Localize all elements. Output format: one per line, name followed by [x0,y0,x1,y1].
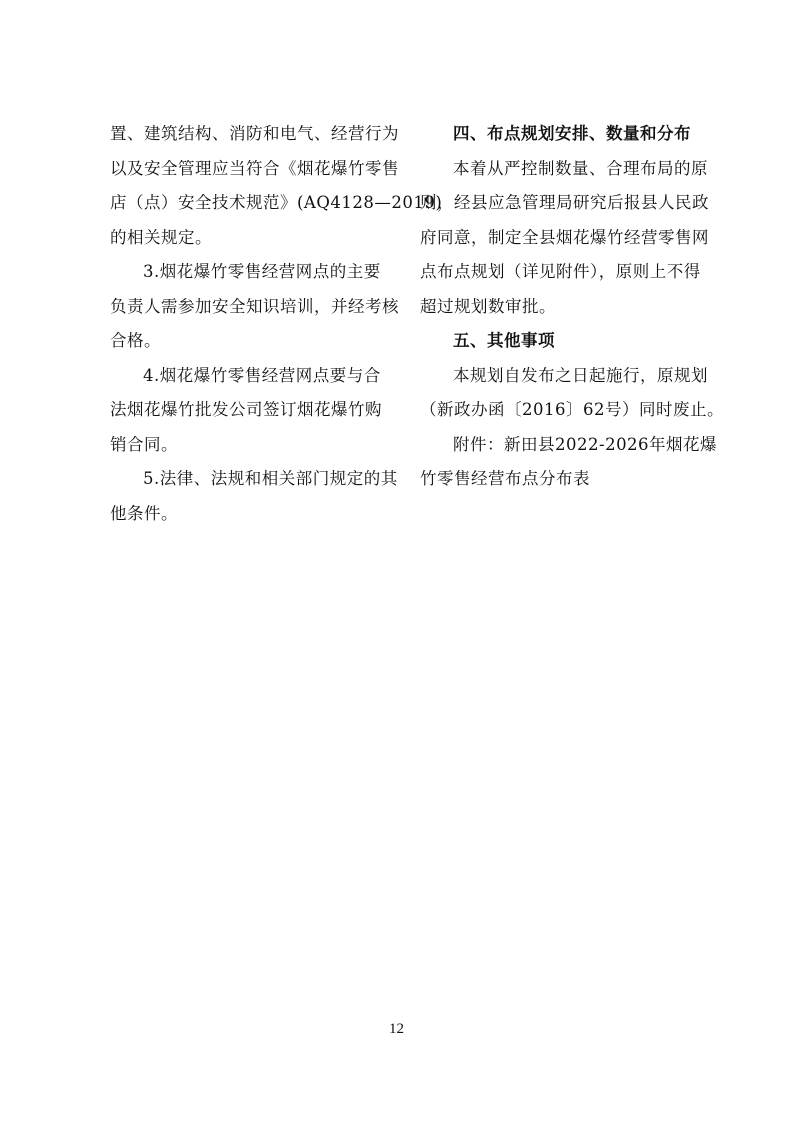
section-heading: 五、其他事项 [453,331,555,350]
left-text-column [110,117,443,531]
page-number: 12 [389,1021,404,1037]
text-line: 的相关规定。 [110,227,212,247]
text-line: 本着从严控制数量、合理布局的原 [453,158,708,178]
text-line: 合格。 [110,331,161,350]
text-line: （新政办函〔2016〕62号）同时废止。 [420,400,724,419]
text-line: 5.法律、法规和相关部门规定的其 [143,469,398,488]
text-line: 4.烟花爆竹零售经营网点要与合 [143,365,381,385]
text-line: 店（点）安全技术规范》(AQ4128—2019) [110,193,443,212]
text-line: 附件：新田县2022-2026年烟花爆 [453,434,718,454]
section-heading: 四、布点规划安排、数量和分布 [453,124,691,143]
text-line: 点布点规划（详见附件），原则上不得 [420,262,701,281]
text-line: 则，经县应急管理局研究后报县人民政 [420,193,709,212]
text-line: 府同意，制定全县烟花爆竹经营零售网 [420,227,709,247]
text-line: 超过规划数审批。 [420,296,556,316]
text-line: 置、建筑结构、消防和电气、经营行为 [110,124,399,143]
text-line: 他条件。 [110,503,178,523]
text-line: 3.烟花爆竹零售经营网点的主要 [143,262,381,281]
text-line: 负责人需参加安全知识培训，并经考核 [110,296,399,316]
text-line: 竹零售经营布点分布表 [420,469,590,488]
text-line: 本规划自发布之日起施行，原规划 [453,365,708,385]
text-line: 销合同。 [110,434,178,454]
text-line: 法烟花爆竹批发公司签订烟花爆竹购 [110,400,382,419]
right-text-column [420,117,724,497]
text-line: 以及安全管理应当符合《烟花爆竹零售 [110,158,399,178]
